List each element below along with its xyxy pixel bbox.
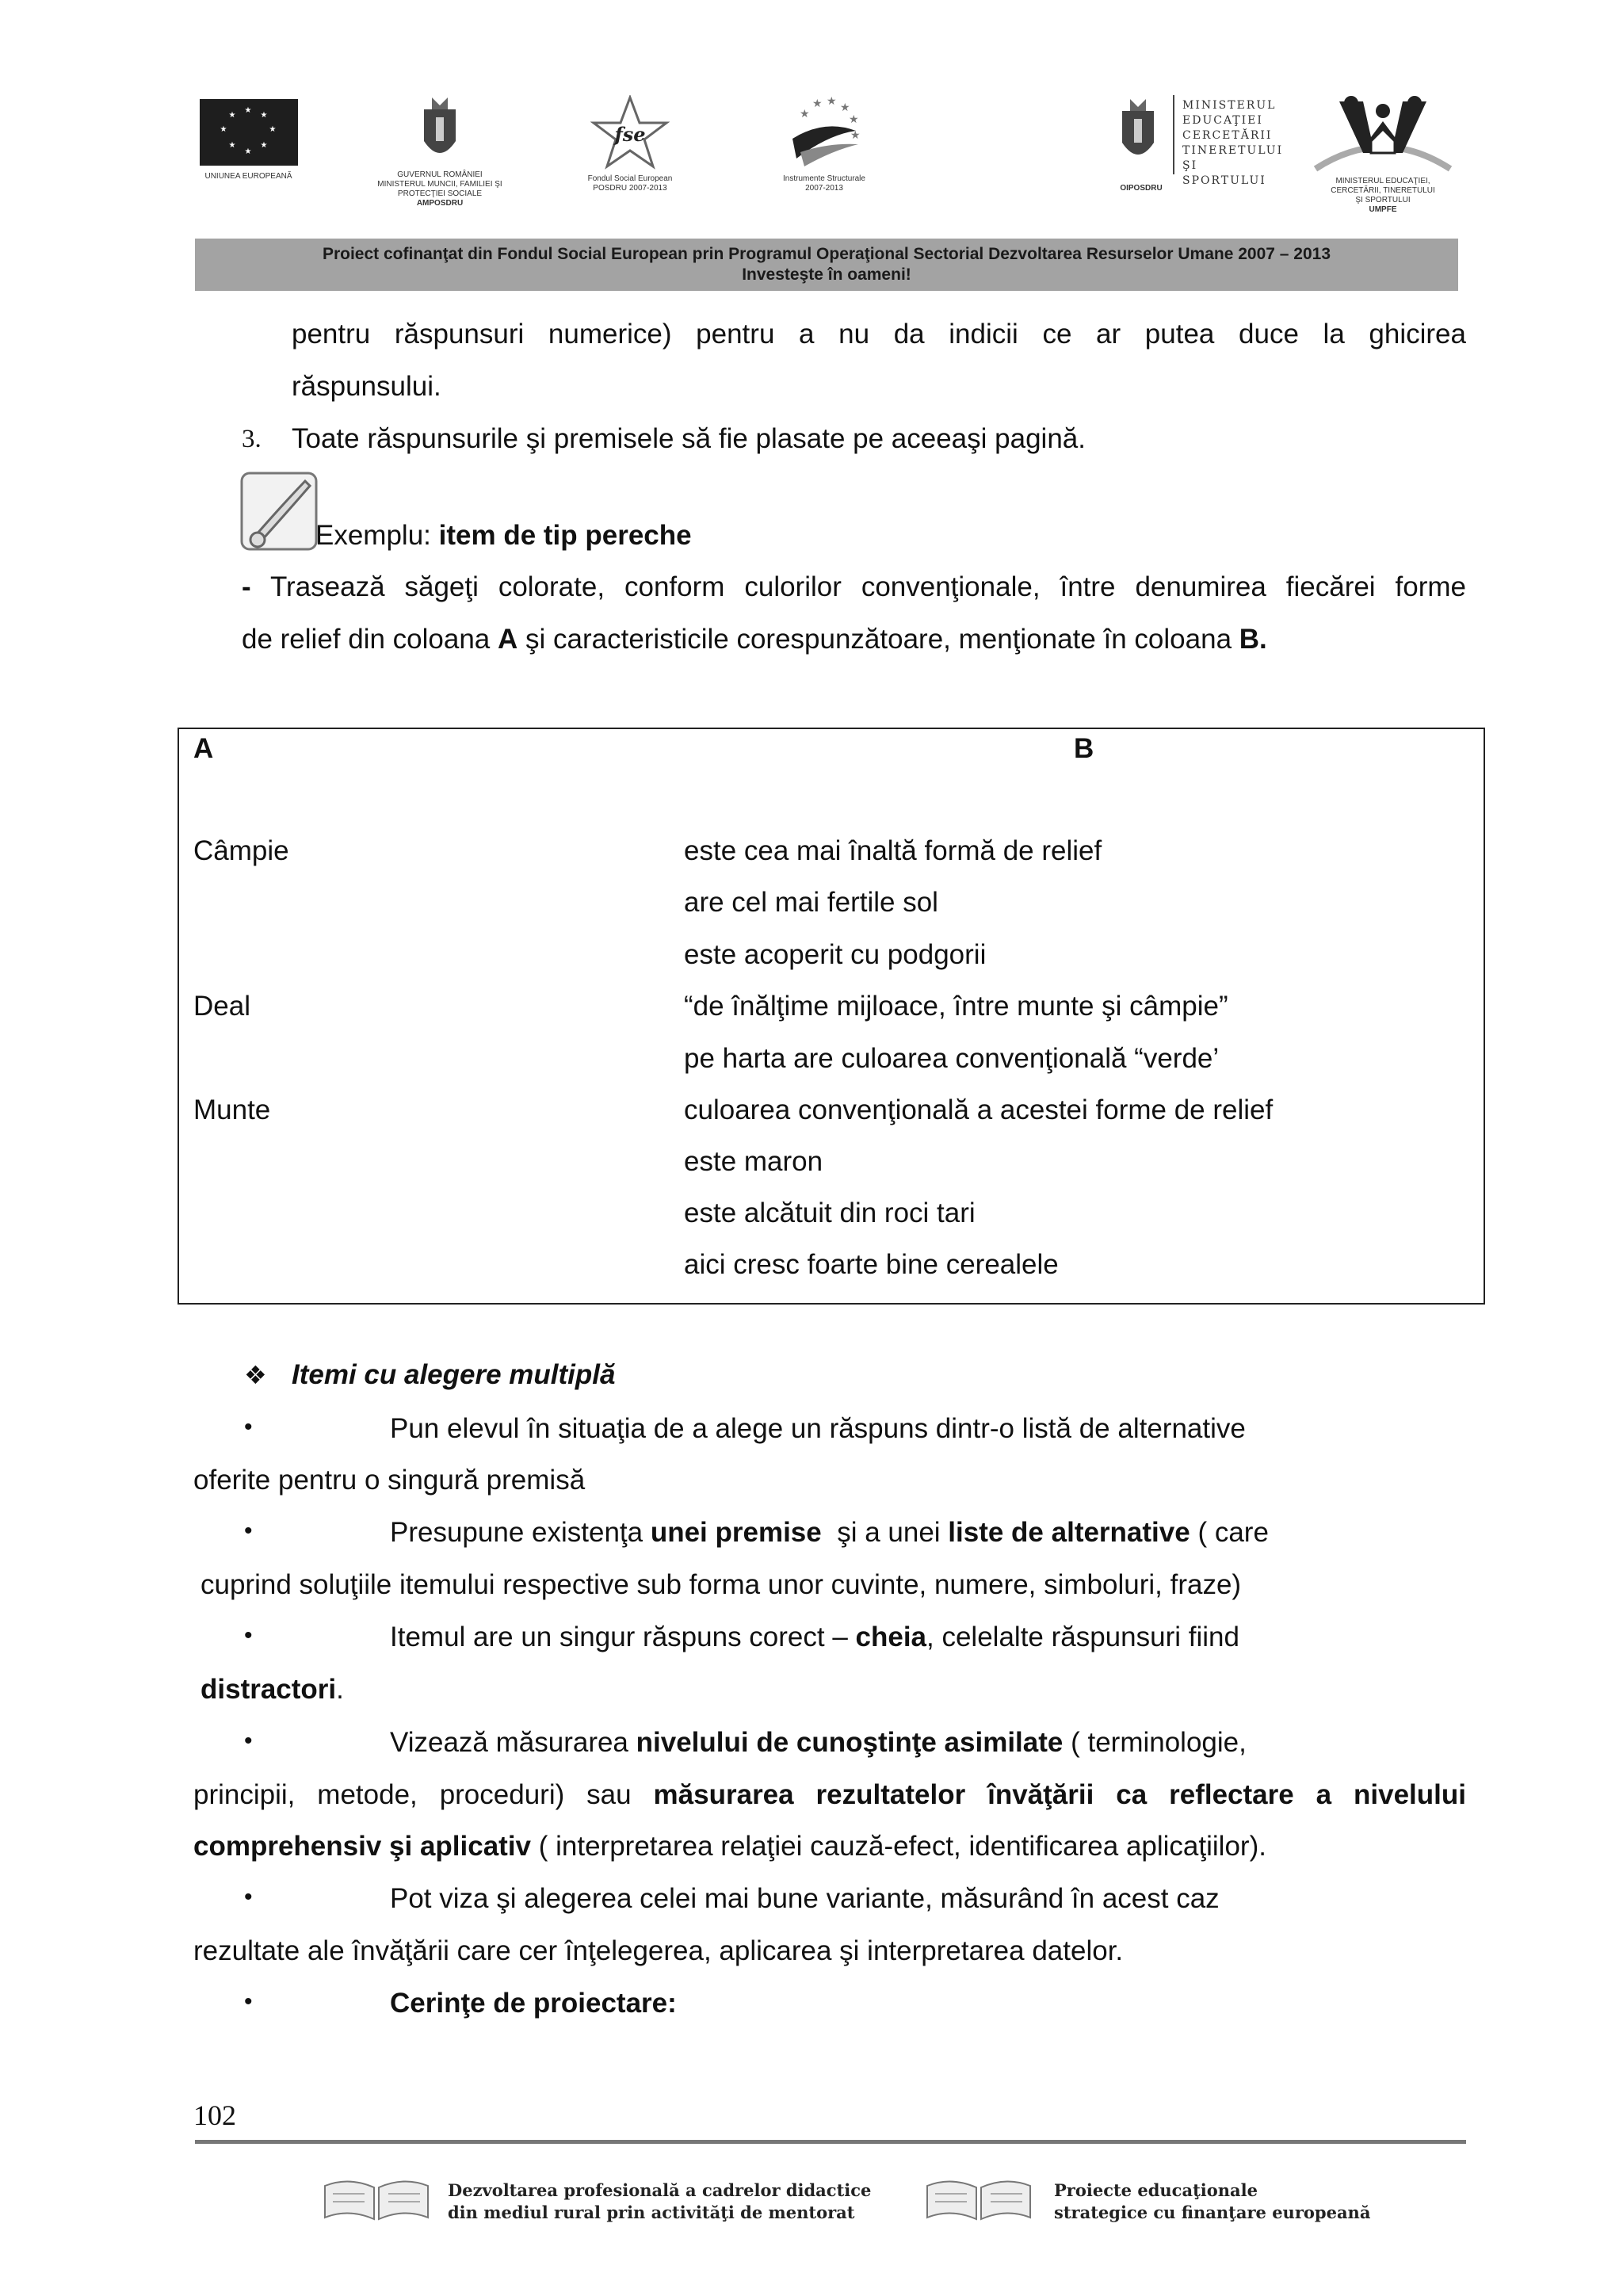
b2-a: Presupune existenţa	[390, 1517, 651, 1548]
eu-flag-icon: ★ ★ ★ ★ ★ ★ ★ ★	[200, 99, 298, 166]
b4-l3a: comprehensiv şi aplicativ	[193, 1831, 532, 1862]
b4-c: ( terminologie,	[1063, 1727, 1247, 1758]
gov-caption-1: GUVERNUL ROMÂNIEI	[397, 170, 483, 179]
bullet-3-line-1	[390, 1621, 1239, 1654]
bullet-4-line-3	[193, 1830, 1266, 1863]
example-label-text: Exemplu:	[315, 520, 439, 551]
example-line-1-text: Trasează săgeţi colorate, conform culorilor convenţionale, între denumirea fiecărei forme	[250, 571, 1466, 602]
fse-mark: fse	[614, 123, 646, 146]
item-3-text: Toate răspunsurile şi premisele să fie plasate pe aceeaşi pagină.	[292, 423, 1086, 454]
trait-2: are cel mai fertile sol	[684, 887, 938, 918]
stars-swoosh-icon	[781, 95, 868, 170]
bullet-2-line-2: cuprind soluţiile itemului respective sub forma unor cuvinte, numere, simboluri, fraze)	[200, 1569, 1242, 1600]
eu-logo	[195, 99, 302, 181]
footer-left-text	[448, 2179, 871, 2224]
umpfe-people-icon	[1308, 94, 1458, 173]
exclamation-icon	[240, 472, 318, 551]
landform-deal: Deal	[193, 991, 250, 1022]
umpfe-caption-2: CERCETĂRII, TINERETULUI	[1331, 186, 1435, 195]
fse-logo	[571, 95, 689, 193]
bullet-2-icon: •	[244, 1518, 253, 1544]
footer-left-line-2: din mediul rural prin activităţi de mentorat	[448, 2202, 855, 2222]
b4-l3b: ( interpretarea relaţiei cauză-efect, identificarea aplicaţiilor).	[531, 1831, 1266, 1862]
ministry-line-2: EDUCAŢIEI	[1182, 114, 1263, 127]
example-line-2c: şi caracteristicile corespunzătoare, menţionate în coloana	[517, 624, 1239, 655]
bullet-5-line-2: rezultate ale învăţării care cer înţelegerea, aplicarea şi interpretarea datelor.	[193, 1935, 1124, 1966]
svg-text:★: ★	[812, 97, 823, 109]
fse-star-icon	[590, 95, 670, 170]
trait-1: este cea mai înaltă formă de relief	[684, 835, 1102, 866]
umpfe-logo	[1308, 94, 1458, 215]
gov-caption-bold: AMPOSDRU	[416, 199, 464, 208]
b2-c: şi a unei	[821, 1517, 949, 1548]
trait-3: este acoperit cu podgorii	[684, 939, 987, 970]
header-b: B	[1074, 733, 1094, 764]
ministry-line-4: TINERETULUI	[1182, 144, 1284, 157]
ministry-line-5: ŞI SPORTULUI	[1182, 159, 1266, 187]
svg-text:★: ★	[849, 113, 859, 125]
b4-l2a: principii, metode, proceduri) sau	[193, 1779, 654, 1810]
example-line-2a: de relief din coloana	[242, 624, 498, 655]
landform-campie: Câmpie	[193, 835, 289, 866]
trait-4: “de înălţime mijloace, între munte şi câmpie”	[684, 991, 1228, 1022]
footer-right-line-1: Proiecte educaţionale	[1054, 2180, 1258, 2200]
b2-alternatives: liste de alternative	[948, 1517, 1190, 1548]
coat-of-arms-icon	[416, 94, 464, 166]
footer-divider	[195, 2140, 1466, 2144]
item-3-number: 3.	[242, 425, 262, 453]
bullet-6-line-1: Cerinţe de proiectare:	[390, 1988, 677, 2019]
example-instruction-line-2	[242, 623, 1267, 656]
instr-caption-1: Instrumente Structurale	[783, 174, 865, 183]
svg-text:★: ★	[827, 95, 837, 107]
svg-text:★: ★	[800, 107, 810, 120]
footer-right-text	[1054, 2179, 1370, 2224]
bullet-4-line-1	[390, 1726, 1247, 1759]
oiposdru-caption: OIPOSDRU	[1120, 184, 1163, 193]
b3-distractors: distractori	[200, 1674, 337, 1705]
bullet-1-line-1: Pun elevul în situaţia de a alege un răspuns dintr-o listă de alternative	[390, 1413, 1246, 1444]
page-number: 102	[193, 2099, 236, 2131]
bullet-4-line-2	[193, 1778, 1466, 1812]
umpfe-caption-3: ŞI SPORTULUI	[1355, 196, 1411, 204]
gov-caption-3: PROTECŢIEI SOCIALE	[397, 189, 483, 198]
trait-7: este maron	[684, 1146, 823, 1177]
diamond-bullet-icon: ❖	[244, 1361, 267, 1389]
bullet-6-icon: •	[244, 1988, 253, 2015]
fse-caption-1: Fondul Social European	[587, 174, 673, 183]
book-icon-right	[919, 2170, 1038, 2225]
b3-c: , celelalte răspunsuri fiind	[926, 1622, 1239, 1652]
ministry-crest-icon	[1114, 95, 1162, 170]
svg-text:★: ★	[840, 101, 850, 113]
umpfe-caption-bold: UMPFE	[1369, 205, 1397, 214]
b2-e: ( care	[1190, 1517, 1269, 1548]
ministry-line-3: CERCETĂRII	[1182, 129, 1273, 142]
b2-premise: unei premise	[650, 1517, 822, 1548]
example-instruction-line-1	[242, 571, 1466, 604]
structural-instruments-logo	[765, 95, 884, 193]
column-b-ref: B.	[1239, 624, 1267, 655]
svg-text:★: ★	[850, 128, 861, 141]
government-logo	[361, 94, 519, 208]
header-a: A	[193, 733, 214, 764]
b4-b: nivelului de cunoştinţe asimilate	[636, 1727, 1064, 1758]
b3-key: cheia	[855, 1622, 927, 1652]
trait-6: culoarea convenţională a acestei forme de relief	[684, 1095, 1274, 1125]
b4-l2b: măsurarea rezultatelor învăţării ca reflectare a nivelului	[653, 1779, 1466, 1810]
fse-caption-2: POSDRU 2007-2013	[593, 184, 667, 193]
landform-munte: Munte	[193, 1095, 271, 1125]
column-a-ref: A	[498, 624, 518, 655]
section-heading: Itemi cu alegere multiplă	[292, 1359, 616, 1390]
umpfe-caption-1: MINISTERUL EDUCAŢIEI,	[1335, 177, 1430, 185]
bullet-1-line-2: oferite pentru o singură premisă	[193, 1465, 586, 1496]
instr-caption-2: 2007-2013	[805, 184, 843, 193]
bullet-5-icon: •	[244, 1884, 253, 1910]
banner-line-1: Proiect cofinanţat din Fondul Social European prin Programul Operaţional Sectorial Dezvoltarea Resurselor Umane 2007 – 2013	[322, 245, 1331, 263]
ministry-line-1: MINISTERUL	[1182, 99, 1277, 112]
footer-left-line-1: Dezvoltarea profesională a cadrelor didactice	[448, 2180, 872, 2200]
intro-line-1: pentru răspunsuri numerice) pentru a nu da indicii ce ar putea duce la ghicirea	[292, 319, 1466, 350]
book-icon-left	[317, 2170, 436, 2225]
gov-caption-2: MINISTERUL MUNCII, FAMILIEI ŞI	[377, 180, 502, 189]
bullet-3-line-2	[200, 1673, 344, 1706]
trait-9: aici cresc foarte bine cerealele	[684, 1249, 1059, 1280]
intro-line-2: răspunsului.	[292, 371, 441, 402]
b3-period: .	[336, 1674, 344, 1705]
example-dash: -	[242, 571, 251, 602]
project-banner	[195, 239, 1458, 291]
banner-line-2: Investeşte în oameni!	[742, 266, 911, 284]
example-label-bold: item de tip pereche	[438, 520, 692, 551]
b3-a: Itemul are un singur răspuns corect –	[390, 1622, 856, 1652]
footer-right-line-2: strategice cu finanţare europeană	[1054, 2202, 1371, 2222]
bullet-3-icon: •	[244, 1622, 253, 1648]
bullet-2-line-1	[390, 1516, 1269, 1549]
bullet-1-icon: •	[244, 1414, 253, 1440]
b4-a: Vizează măsurarea	[390, 1727, 636, 1758]
example-label	[315, 519, 692, 552]
bullet-5-line-1: Pot viza şi alegerea celei mai bune variante, măsurând în acest caz	[390, 1883, 1220, 1914]
trait-8: este alcătuit din roci tari	[684, 1198, 976, 1228]
eu-caption: UNIUNEA EUROPEANĂ	[204, 172, 292, 181]
bullet-4-icon: •	[244, 1728, 253, 1754]
trait-5: pe harta are culoarea convenţională “verde’	[684, 1043, 1220, 1074]
